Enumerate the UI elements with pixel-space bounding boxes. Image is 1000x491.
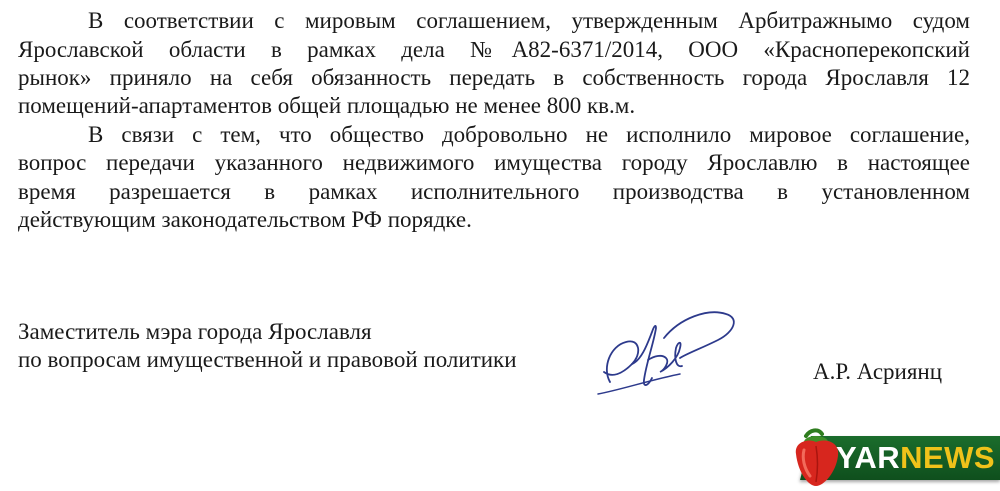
paragraph-line: действующим законодательством РФ порядке.	[18, 207, 472, 232]
signer-position-line-1: Заместитель мэра города Ярославля	[18, 319, 372, 344]
signer-name: А.Р. Асриянц	[813, 359, 943, 384]
paragraph-line: время разрешается в рамках исполнительного производства в установленном	[18, 179, 970, 204]
paragraph-line: вопрос передачи указанного недвижимого имущества городу Ярославлю в настоящее	[18, 150, 970, 175]
paragraph-line: В связи с тем, что общество добровольно не исполнило мировое соглашение,	[88, 122, 970, 147]
handwritten-signature	[590, 302, 750, 402]
paragraph-line: рынок» приняло на себя обязанность передать в собственность города Ярославля 12	[18, 65, 970, 90]
paragraph-line: Ярославской области в рамках дела №А82-6371/2014, ООО «Краснoперекопский	[18, 37, 970, 62]
signer-position-line-2: по вопросам имущественной и правовой политики	[18, 347, 517, 372]
paragraph-line: помещений-апартаментов общей площадью не менее 800 кв.м.	[18, 93, 636, 118]
watermark-text	[836, 439, 995, 477]
yarnews-watermark	[778, 426, 1000, 491]
paragraph-line: В соответствии с мировым соглашением, утвержденным Арбитражнымо судом	[88, 8, 970, 33]
watermark-text-yar: YAR	[836, 440, 901, 475]
watermark-text-news: NEWS	[900, 440, 996, 475]
